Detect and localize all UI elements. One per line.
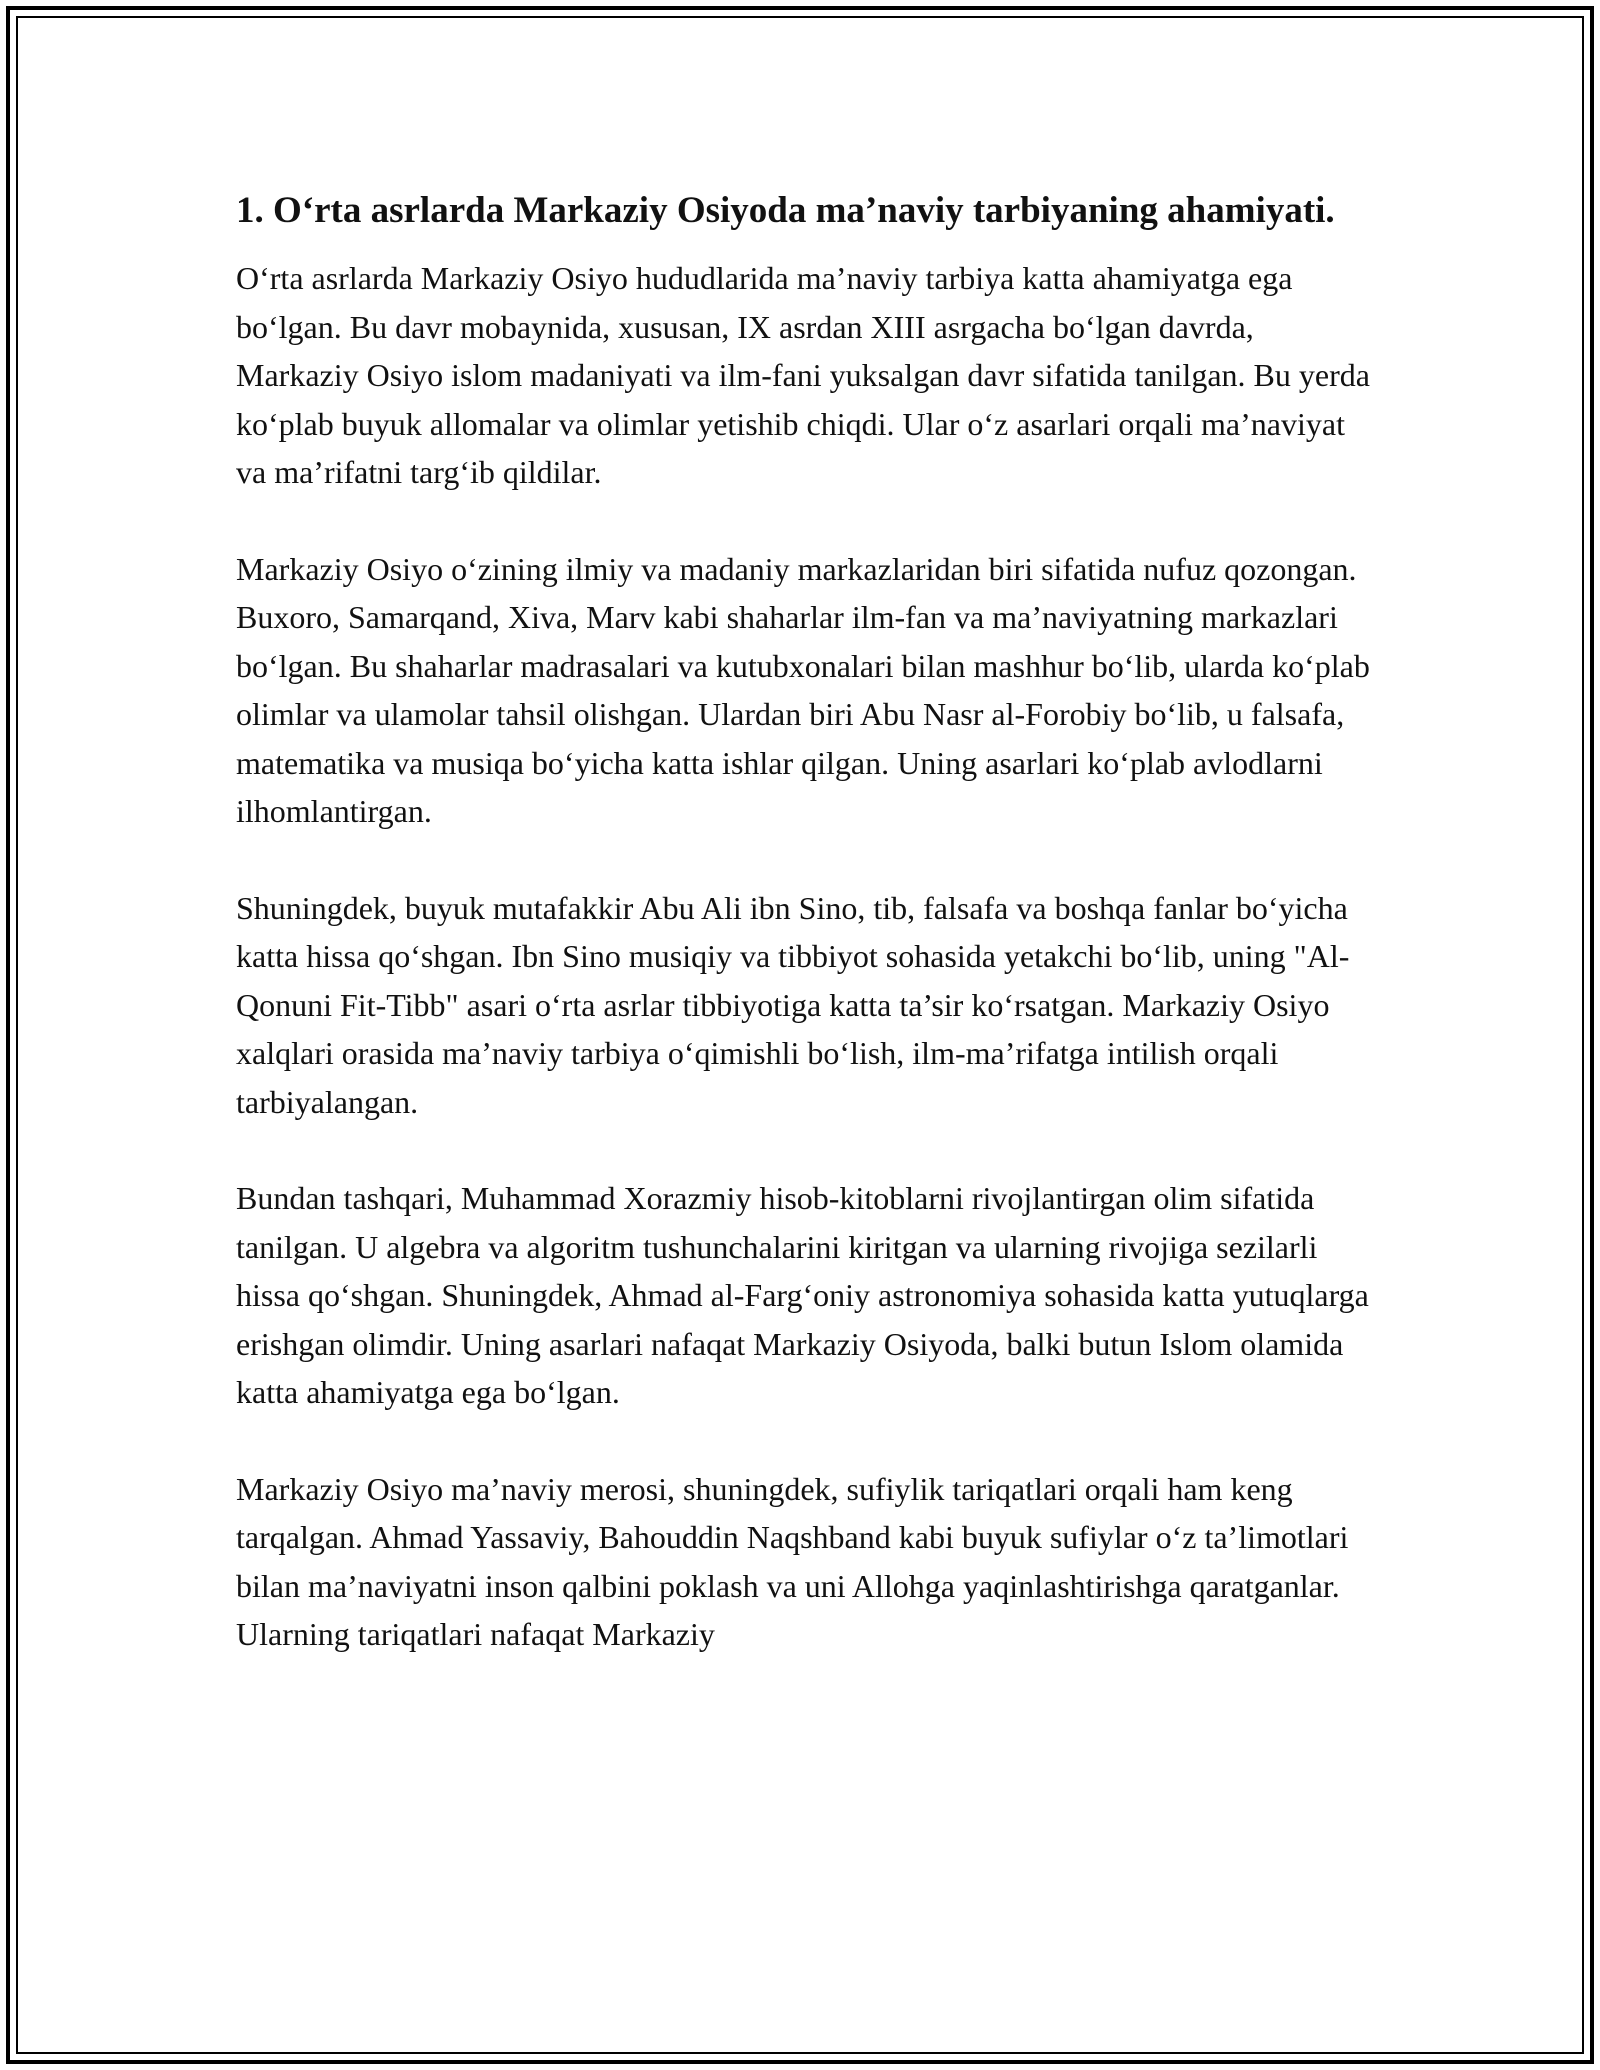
document-body: [236, 186, 1378, 1659]
paragraph-1: O‘rta asrlarda Markaziy Osiyo hududlarida ma’naviy tarbiya katta ahamiyatga ega bo‘lgan. Bu davr mobaynida, xususan, IX asrdan XIII asrgacha bo‘lgan davrda, Markaziy Osiyo islom madaniyati va ilm-fani yuksalgan davr sifatida tanilgan. Bu yerda ko‘plab buyuk allomalar va olimlar yetishib chiqdi. Ular o‘z asarlari orqali ma’naviyat va ma’rifatni targ‘ib qildilar.: [236, 260, 1370, 490]
paragraph-5: Markaziy Osiyo ma’naviy merosi, shuningdek, sufiylik tariqatlari orqali ham keng tarqalgan. Ahmad Yassaviy, Bahouddin Naqshband kabi buyuk sufiylar o‘z ta’limotlari bilan ma’naviyatni inson qalbini poklash va uni Allohga yaqinlashtirishga qaratganlar. Ularning tariqatlari nafaqat Markaziy: [236, 1470, 1349, 1652]
section-heading: 1. O‘rta asrlarda Markaziy Osiyoda ma’naviy tarbiyaning ahamiyati.: [236, 190, 1335, 231]
paragraph-2: Markaziy Osiyo o‘zining ilmiy va madaniy markazlaridan biri sifatida nufuz qozongan. Buxoro, Samarqand, Xiva, Marv kabi shaharlar ilm-fan va ma’naviyatning markazlari bo‘lgan. Bu shaharlar madrasalari va kutubxonalari bilan mashhur bo‘lib, ularda ko‘plab olimlar va ulamolar tahsil olishgan. Ulardan biri Abu Nasr al-Forobiy bo‘lib, u falsafa, matematika va musiqa bo‘yicha katta ishlar qilgan. Uning asarlari ko‘plab avlodlarni ilhomlantirgan.: [236, 550, 1370, 829]
paragraph-3: Shuningdek, buyuk mutafakkir Abu Ali ibn Sino, tib, falsafa va boshqa fanlar bo‘yicha katta hissa qo‘shgan. Ibn Sino musiqiy va tibbiyot sohasida yetakchi bo‘lib, uning "Al-Qonuni Fit-Tibb" asari o‘rta asrlar tibbiyotiga katta ta’sir ko‘rsatgan. Markaziy Osiyo xalqlari orasida ma’naviy tarbiya o‘qimishli bo‘lish, ilm-ma’rifatga intilish orqali tarbiyalangan.: [236, 889, 1350, 1120]
paragraph-4: Bundan tashqari, Muhammad Xorazmiy hisob-kitoblarni rivojlantirgan olim sifatida tanilgan. U algebra va algoritm tushunchalarini kiritgan va ularning rivojiga sezilarli hissa qo‘shgan. Shuningdek, Ahmad al-Farg‘oniy astronomiya sohasida katta yutuqlarga erishgan olimdir. Uning asarlari nafaqat Markaziy Osiyoda, balki butun Islom olamida katta ahamiyatga ega bo‘lgan.: [236, 1180, 1369, 1410]
